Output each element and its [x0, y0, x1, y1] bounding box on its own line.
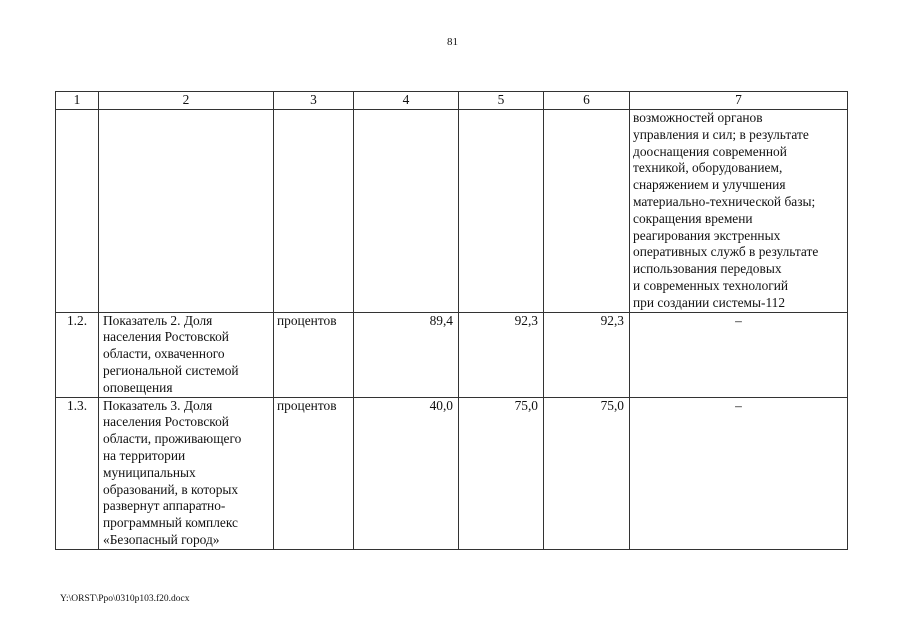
table-row-1-3 — [56, 397, 848, 549]
column-header: 2 — [99, 92, 274, 110]
table-header-row — [56, 92, 848, 110]
text-line: техникой, оборудованием, — [633, 160, 783, 176]
text-line: области, охваченного — [103, 346, 225, 362]
row-number: 1.2. — [56, 312, 99, 397]
column-header: 4 — [354, 92, 459, 110]
text-line: на территории — [103, 447, 186, 463]
unit-cell: процентов — [274, 312, 354, 397]
column-header: 7 — [630, 92, 848, 110]
continuation-row — [56, 110, 848, 313]
text-line: оперативных служб в результате — [633, 244, 819, 260]
table-cell — [544, 110, 630, 313]
footer-file-path: Y:\ORST\Ppo\0310p103.f20.docx — [60, 594, 190, 604]
continuation-text-cell — [630, 110, 848, 313]
value-col5: 92,3 — [459, 312, 544, 397]
note-cell: – — [630, 312, 848, 397]
table-cell — [459, 110, 544, 313]
text-line: области, проживающего — [103, 431, 242, 447]
text-line: возможностей органов — [633, 110, 763, 125]
column-header: 5 — [459, 92, 544, 110]
text-line: и современных технологий — [633, 277, 789, 293]
value-col6: 75,0 — [544, 397, 630, 549]
page-number: 81 — [447, 36, 458, 48]
text-line: развернут аппаратно- — [103, 498, 226, 514]
text-line: управления и сил; в результате — [633, 126, 809, 142]
text-line: материально-технической базы; — [633, 193, 816, 209]
text-line: населения Ростовской — [103, 414, 229, 430]
table-cell — [99, 110, 274, 313]
indicator-name-cell — [99, 312, 274, 397]
text-line: образований, в которых — [103, 481, 239, 497]
unit-cell: процентов — [274, 397, 354, 549]
text-line: сокращения времени — [633, 210, 753, 226]
text-line: Показатель 3. Доля — [103, 397, 213, 413]
text-line: населения Ростовской — [103, 329, 229, 345]
text-line: региональной системой — [103, 362, 239, 378]
row-number: 1.3. — [56, 397, 99, 549]
text-line: оповещения — [103, 379, 173, 395]
column-header: 1 — [56, 92, 99, 110]
value-col4: 40,0 — [354, 397, 459, 549]
value-col4: 89,4 — [354, 312, 459, 397]
text-line: Показатель 2. Доля — [103, 312, 213, 328]
column-header: 3 — [274, 92, 354, 110]
indicator-name-cell — [99, 397, 274, 549]
text-line: при создании системы-112 — [633, 294, 786, 310]
text-line: «Безопасный город» — [103, 531, 220, 547]
text-line: использования передовых — [633, 261, 782, 277]
text-line: снаряжением и улучшения — [633, 177, 786, 193]
value-col5: 75,0 — [459, 397, 544, 549]
table-row-1-2 — [56, 312, 848, 397]
table-cell — [274, 110, 354, 313]
text-line: дооснащения современной — [633, 143, 787, 159]
column-header: 6 — [544, 92, 630, 110]
note-cell: – — [630, 397, 848, 549]
indicators-table — [55, 91, 848, 550]
table-cell — [354, 110, 459, 313]
text-line: программный комплекс — [103, 515, 238, 531]
text-line: муниципальных — [103, 464, 196, 480]
table-cell — [56, 110, 99, 313]
value-col6: 92,3 — [544, 312, 630, 397]
text-line: реагирования экстренных — [633, 227, 781, 243]
